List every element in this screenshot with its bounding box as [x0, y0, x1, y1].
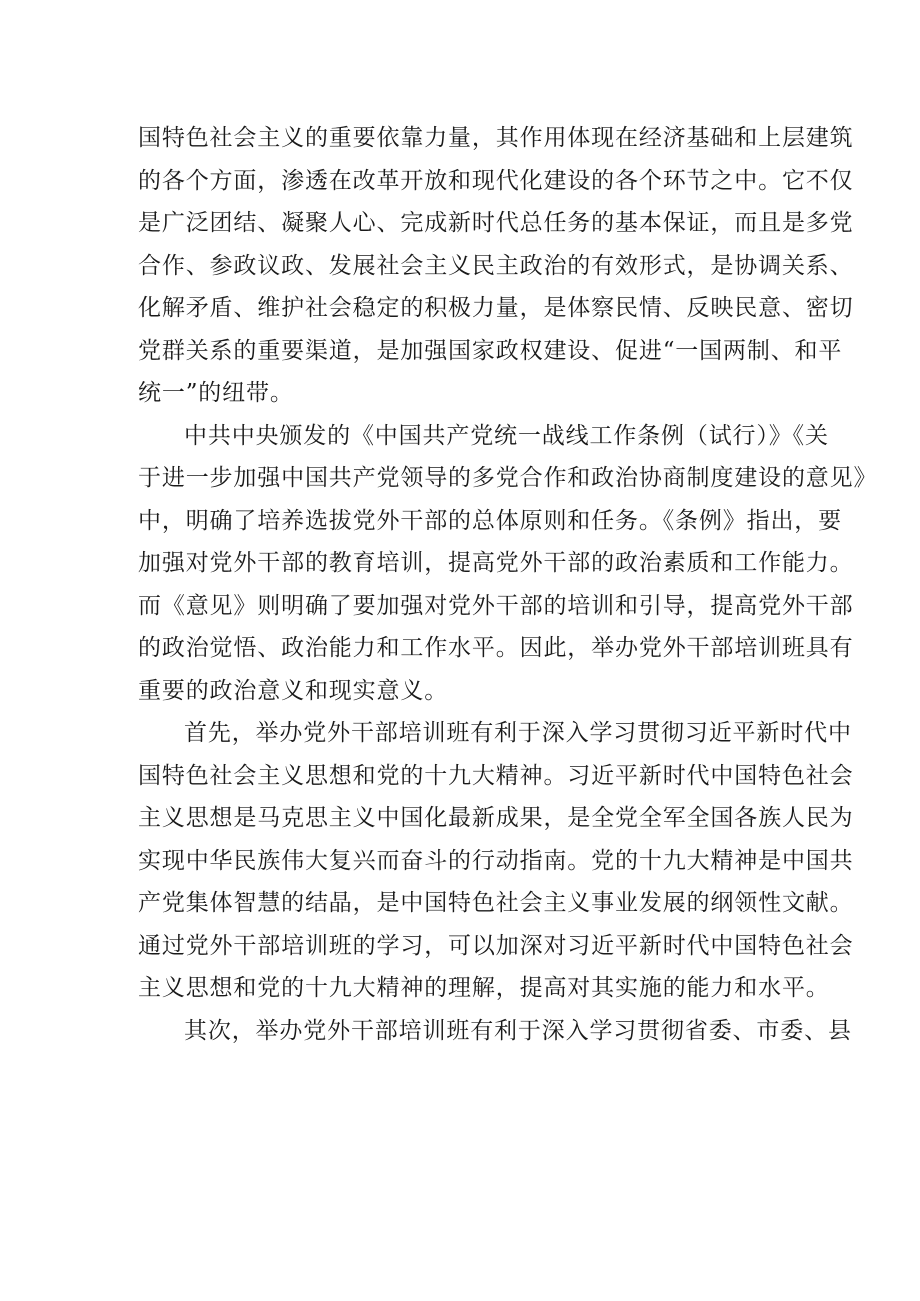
text-line: 中共中央颁发的《中国共产党统一战线工作条例（试行）》《关 — [184, 422, 829, 449]
text-line: 合作、参政议政、发展社会主义民主政治的有效形式，是协调关系、 — [138, 252, 854, 279]
paragraph-3 — [138, 712, 854, 1010]
text-line: 统一”的纽带。 — [138, 380, 294, 406]
text-line: 国特色社会主义的重要依靠力量，其作用体现在经济基础和上层建筑 — [138, 125, 854, 151]
text-line: 产党集体智慧的结晶，是中国特色社会主义事业发展的纲领性文献。 — [138, 890, 854, 916]
text-line: 实现中华民族伟大复兴而奋斗的行动指南。党的十九大精神是中国共 — [138, 847, 854, 874]
paragraph-2 — [138, 415, 878, 713]
text-line: 化解矛盾、维护社会稳定的积极力量，是体察民情、反映民意、密切 — [138, 295, 854, 321]
text-line: 中，明确了培养选拔党外干部的总体原则和任务。《条例》指出，要 — [138, 507, 842, 534]
text-line: 党群关系的重要渠道，是加强国家政权建设、促进“一国两制、和平 — [138, 337, 843, 364]
text-line: 而《意见》则明确了要加强对党外干部的培训和引导，提高党外干部 — [138, 592, 854, 619]
text-line: 通过党外干部培训班的学习，可以加深对习近平新时代中国特色社会 — [138, 932, 854, 959]
text-line: 主义思想和党的十九大精神的理解，提高对其实施的能力和水平。 — [138, 975, 830, 1001]
text-line: 于进一步加强中国共产党领导的多党合作和政治协商制度建设的意见》 — [138, 465, 878, 491]
text-line: 首先，举办党外干部培训班有利于深入学习贯彻习近平新时代中 — [184, 720, 852, 746]
paragraph-4 — [138, 1010, 852, 1053]
text-line: 重要的政治意义和现实意义。 — [138, 677, 449, 704]
text-line: 的各个方面，渗透在改革开放和现代化建设的各个环节之中。它不仅 — [138, 167, 854, 194]
text-line: 的政治觉悟、政治能力和工作水平。因此，举办党外干部培训班具有 — [138, 635, 854, 661]
text-line: 是广泛团结、凝聚人心、完成新时代总任务的基本保证，而且是多党 — [138, 210, 854, 236]
document-body — [138, 117, 878, 1052]
text-line: 主义思想是马克思主义中国化最新成果，是全党全军全国各族人民为 — [138, 805, 854, 831]
text-line: 其次，举办党外干部培训班有利于深入学习贯彻省委、市委、县 — [184, 1017, 852, 1044]
paragraph-1 — [138, 117, 854, 415]
text-line: 国特色社会主义思想和党的十九大精神。习近平新时代中国特色社会 — [138, 762, 854, 789]
text-line: 加强对党外干部的教育培训，提高党外干部的政治素质和工作能力。 — [138, 550, 854, 576]
